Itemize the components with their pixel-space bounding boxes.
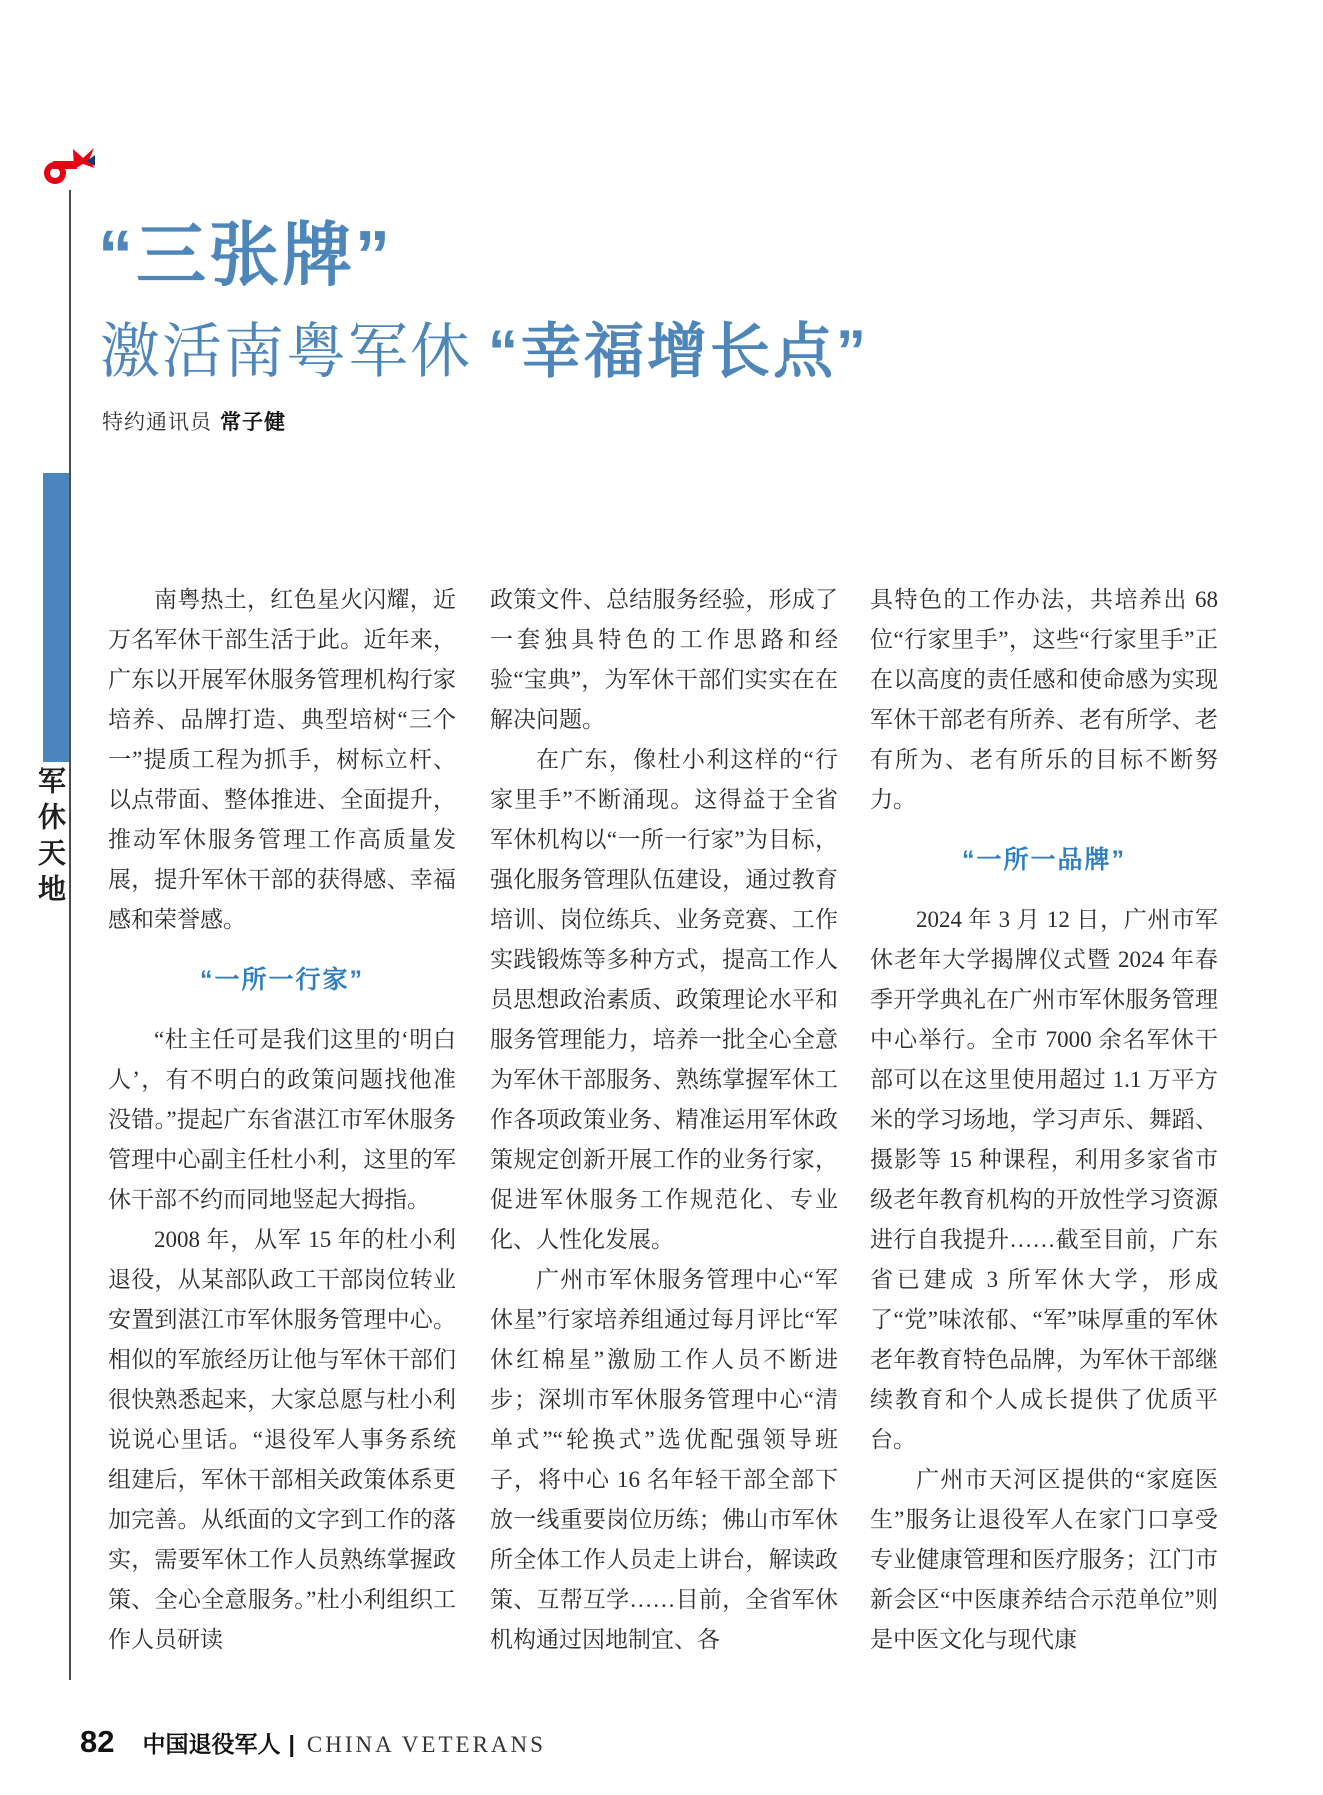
paragraph: 广州市天河区提供的“家庭医生”服务让退役军人在家门口享受专业健康管理和医疗服务；江门市新会区“中医康养结合示范单位”则是中医文化与现代康 [870,1467,1218,1652]
footer-page-number: 82 [80,1724,115,1759]
page-title-line2-regular: 激活南粤军休 [100,318,472,385]
byline-author: 常子健 [220,411,286,434]
page-title-line2-bold: “幸福增长点” [488,318,869,385]
article-column-1 [108,580,456,1660]
footer-magazine-name-cn: 中国退役军人 [142,1731,281,1757]
article-column-2 [490,580,838,1660]
byline-role: 特约通讯员 [102,411,212,434]
article-column-3 [870,580,1218,1660]
page-title-line2 [100,316,869,388]
paragraph: “杜主任可是我们这里的‘明白人’，有不明白的政策问题找他准没错。”提起广东省湛江市军休服务管理中心副主任杜小利，这里的军休干部不约而同地竖起大拇指。 [108,1027,456,1212]
paragraph: 在广东，像杜小利这样的“行家里手”不断涌现。这得益于全省军休机构以“一所一行家”为目标，强化服务管理队伍建设，通过教育培训、岗位练兵、业务竞赛、工作实践锻炼等多种方式，提高工作人员思想政治素质、政策理论水平和服务管理能力，培养一批全心全意为军休干部服务、熟练掌握军休工作各项政策业务、精准运用军休政策规定创新开展工作的业务行家，促进军休服务工作规范化、专业化、人性化发展。 [490,747,838,1252]
section-heading-2: “一所一品牌” [961,846,1126,874]
sidebar-tab-label: 军休天地 [35,766,66,910]
paragraph: 2008 年，从军 15 年的杜小利退役，从某部队政工干部岗位转业安置到湛江市军休服务管理中心。相似的军旅经历让他与军休干部们很快熟悉起来，大家总愿与杜小利说说心里话。“退役军人事务系统组建后，军休干部相关政策体系更加完善。从纸面的文字到工作的落实，需要军休工作人员熟练掌握政策、全心全意服务。”杜小利组织工作人员研读 [108,1227,456,1652]
paragraph: 具特色的工作办法，共培养出 68 位“行家里手”，这些“行家里手”正在以高度的责任感和使命感为实现军休干部老有所养、老有所学、老有所为、老有所乐的目标不断努力。 [870,587,1218,812]
page-footer [80,1724,546,1760]
page-title-line1: “三张牌” [98,216,393,294]
paragraph: 南粤热土，红色星火闪耀，近万名军休干部生活于此。近年来，广东以开展军休服务管理机构行家培养、品牌打造、典型培树“三个一”提质工程为抓手，树标立杆、以点带面、整体推进、全面提升，推动军休服务管理工作高质量发展，提升军休干部的获得感、幸福感和荣誉感。 [108,587,456,932]
paragraph: 2024 年 3 月 12 日，广州市军休老年大学揭牌仪式暨 2024 年春季开学典礼在广州市军休服务管理中心举行。全市 7000 余名军休干部可以在这里使用超过 1.1 万平方米的学习场地，学习声乐、舞蹈、摄影等 15 种课程，利用多家省市级老年教育机构的开放性学习资源进行自我提升……截至目前，广东省已建成 3 所军休大学，形成了“党”味浓郁、“军”味厚重的军休老年教育特色品牌，为军休干部继续教育和个人成长提供了优质平台。 [870,907,1218,1452]
paragraph: 广州市军休服务管理中心“军休星”行家培养组通过每月评比“军休红棉星”激励工作人员不断进步；深圳市军休服务管理中心“清单式”“轮换式”选优配强领导班子，将中心 16 名年轻干部全部下放一线重要岗位历练；佛山市军休所全体工作人员走上讲台，解读政策、互帮互学……目前，全省军休机构通过因地制宜、各 [490,1267,838,1652]
byline [102,406,286,436]
section-heading-1: “一所一行家” [199,966,364,994]
footer-divider: | [288,1731,295,1757]
paragraph: 政策文件、总结服务经验，形成了一套独具特色的工作思路和经验“宝典”，为军休干部们实实在在解决问题。 [490,587,838,732]
footer-magazine-name-en: CHINA VETERANS [306,1732,546,1757]
magazine-logo-icon [44,147,96,185]
section-color-bar [43,473,69,762]
